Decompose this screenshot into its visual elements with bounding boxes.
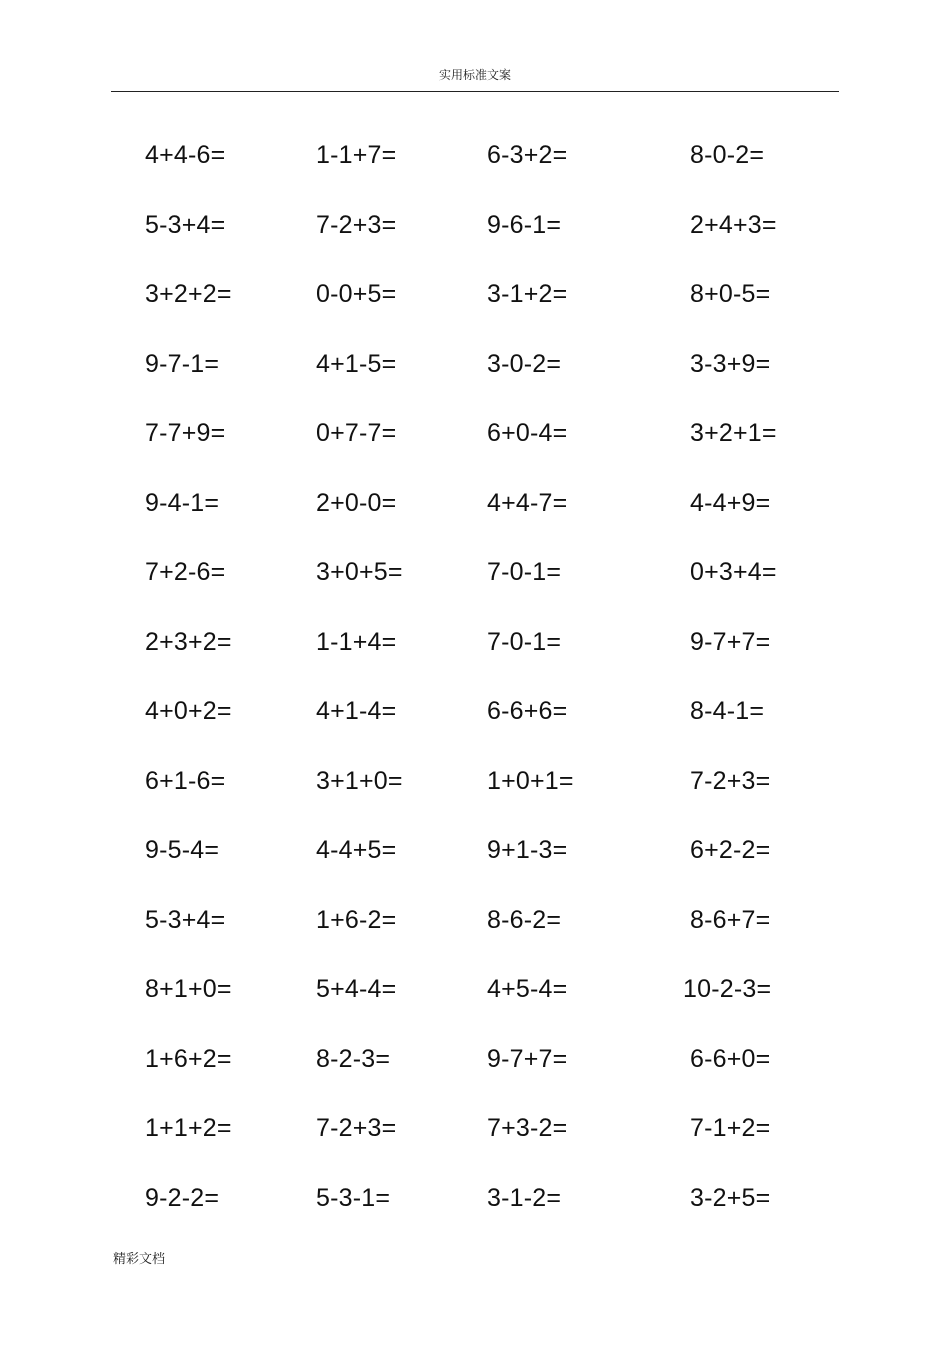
- math-problem: 4+5-4=: [487, 975, 568, 1003]
- math-problem: 0-0+5=: [316, 280, 397, 308]
- math-problem: 6+2-2=: [690, 836, 771, 864]
- problem-row: [0, 408, 950, 478]
- math-problem: 8-2-3=: [316, 1044, 391, 1073]
- header-divider: [111, 91, 839, 92]
- math-problem: 7-2+3=: [316, 210, 397, 239]
- math-problem: 6-6+6=: [487, 697, 568, 725]
- math-problem: 1-1+4=: [316, 627, 397, 656]
- math-problem: 5-3-1=: [316, 1183, 391, 1212]
- problem-row: [0, 1103, 950, 1173]
- math-problem: 8-6-2=: [487, 905, 562, 934]
- math-problem: 0+7-7=: [316, 419, 397, 447]
- problem-row: [0, 478, 950, 548]
- problem-grid: [0, 130, 950, 1242]
- math-problem: 8-0-2=: [690, 141, 765, 169]
- math-problem: 2+4+3=: [690, 210, 777, 239]
- page-header: 实用标准文案: [438, 68, 511, 82]
- math-problem: 10-2-3=: [683, 975, 772, 1003]
- math-problem: 6-6+0=: [690, 1044, 771, 1073]
- math-problem: 3-1-2=: [487, 1183, 562, 1212]
- problem-row: [0, 617, 950, 687]
- problem-row: [0, 130, 950, 200]
- math-problem: 7-0-1=: [487, 558, 562, 586]
- math-problem: 3+0+5=: [316, 558, 403, 586]
- math-problem: 3+1+0=: [316, 766, 403, 795]
- math-problem: 5-3+4=: [145, 210, 226, 239]
- math-problem: 4+1-5=: [316, 349, 397, 378]
- math-problem: 3+2+2=: [145, 280, 232, 308]
- math-problem: 8-4-1=: [690, 697, 765, 725]
- problem-row: [0, 756, 950, 826]
- problem-row: [0, 547, 950, 617]
- problem-row: [0, 200, 950, 270]
- problem-row: [0, 895, 950, 965]
- math-problem: 5+4-4=: [316, 975, 397, 1003]
- math-problem: 4+4-7=: [487, 488, 568, 517]
- math-problem: 4+0+2=: [145, 697, 232, 725]
- math-problem: 9-7+7=: [487, 1044, 568, 1073]
- math-problem: 7-0-1=: [487, 627, 562, 656]
- problem-row: [0, 964, 950, 1034]
- math-problem: 7-1+2=: [690, 1114, 771, 1142]
- math-problem: 6+1-6=: [145, 766, 226, 795]
- math-problem: 7+3-2=: [487, 1114, 568, 1142]
- math-problem: 9+1-3=: [487, 836, 568, 864]
- math-problem: 9-2-2=: [145, 1183, 220, 1212]
- math-problem: 9-4-1=: [145, 488, 220, 517]
- problem-row: [0, 1173, 950, 1243]
- math-problem: 8+1+0=: [145, 975, 232, 1003]
- math-problem: 4-4+5=: [316, 836, 397, 864]
- math-problem: 4-4+9=: [690, 488, 771, 517]
- math-problem: 1+0+1=: [487, 766, 574, 795]
- problem-row: [0, 825, 950, 895]
- math-problem: 7-2+3=: [690, 766, 771, 795]
- math-problem: 6+0-4=: [487, 419, 568, 447]
- math-problem: 1+1+2=: [145, 1114, 232, 1142]
- math-problem: 2+3+2=: [145, 627, 232, 656]
- math-problem: 9-7+7=: [690, 627, 771, 656]
- math-problem: 7-7+9=: [145, 419, 226, 447]
- problem-row: [0, 269, 950, 339]
- math-problem: 6-3+2=: [487, 141, 568, 169]
- math-problem: 3-2+5=: [690, 1183, 771, 1212]
- math-problem: 7+2-6=: [145, 558, 226, 586]
- math-problem: 5-3+4=: [145, 905, 226, 934]
- math-problem: 1+6+2=: [145, 1044, 232, 1073]
- math-problem: 4+4-6=: [145, 141, 226, 169]
- math-problem: 3-1+2=: [487, 280, 568, 308]
- problem-row: [0, 686, 950, 756]
- math-problem: 3-3+9=: [690, 349, 771, 378]
- math-problem: 8-6+7=: [690, 905, 771, 934]
- math-problem: 7-2+3=: [316, 1114, 397, 1142]
- math-problem: 4+1-4=: [316, 697, 397, 725]
- math-problem: 3-0-2=: [487, 349, 562, 378]
- math-problem: 9-5-4=: [145, 836, 220, 864]
- page-footer: 精彩文档: [113, 1252, 166, 1267]
- math-problem: 9-6-1=: [487, 210, 562, 239]
- math-problem: 8+0-5=: [690, 280, 771, 308]
- math-problem: 3+2+1=: [690, 419, 777, 447]
- math-problem: 2+0-0=: [316, 488, 397, 517]
- math-problem: 1-1+7=: [316, 141, 397, 169]
- math-problem: 1+6-2=: [316, 905, 397, 934]
- problem-row: [0, 339, 950, 409]
- math-problem: 0+3+4=: [690, 558, 777, 586]
- problem-row: [0, 1034, 950, 1104]
- math-problem: 9-7-1=: [145, 349, 220, 378]
